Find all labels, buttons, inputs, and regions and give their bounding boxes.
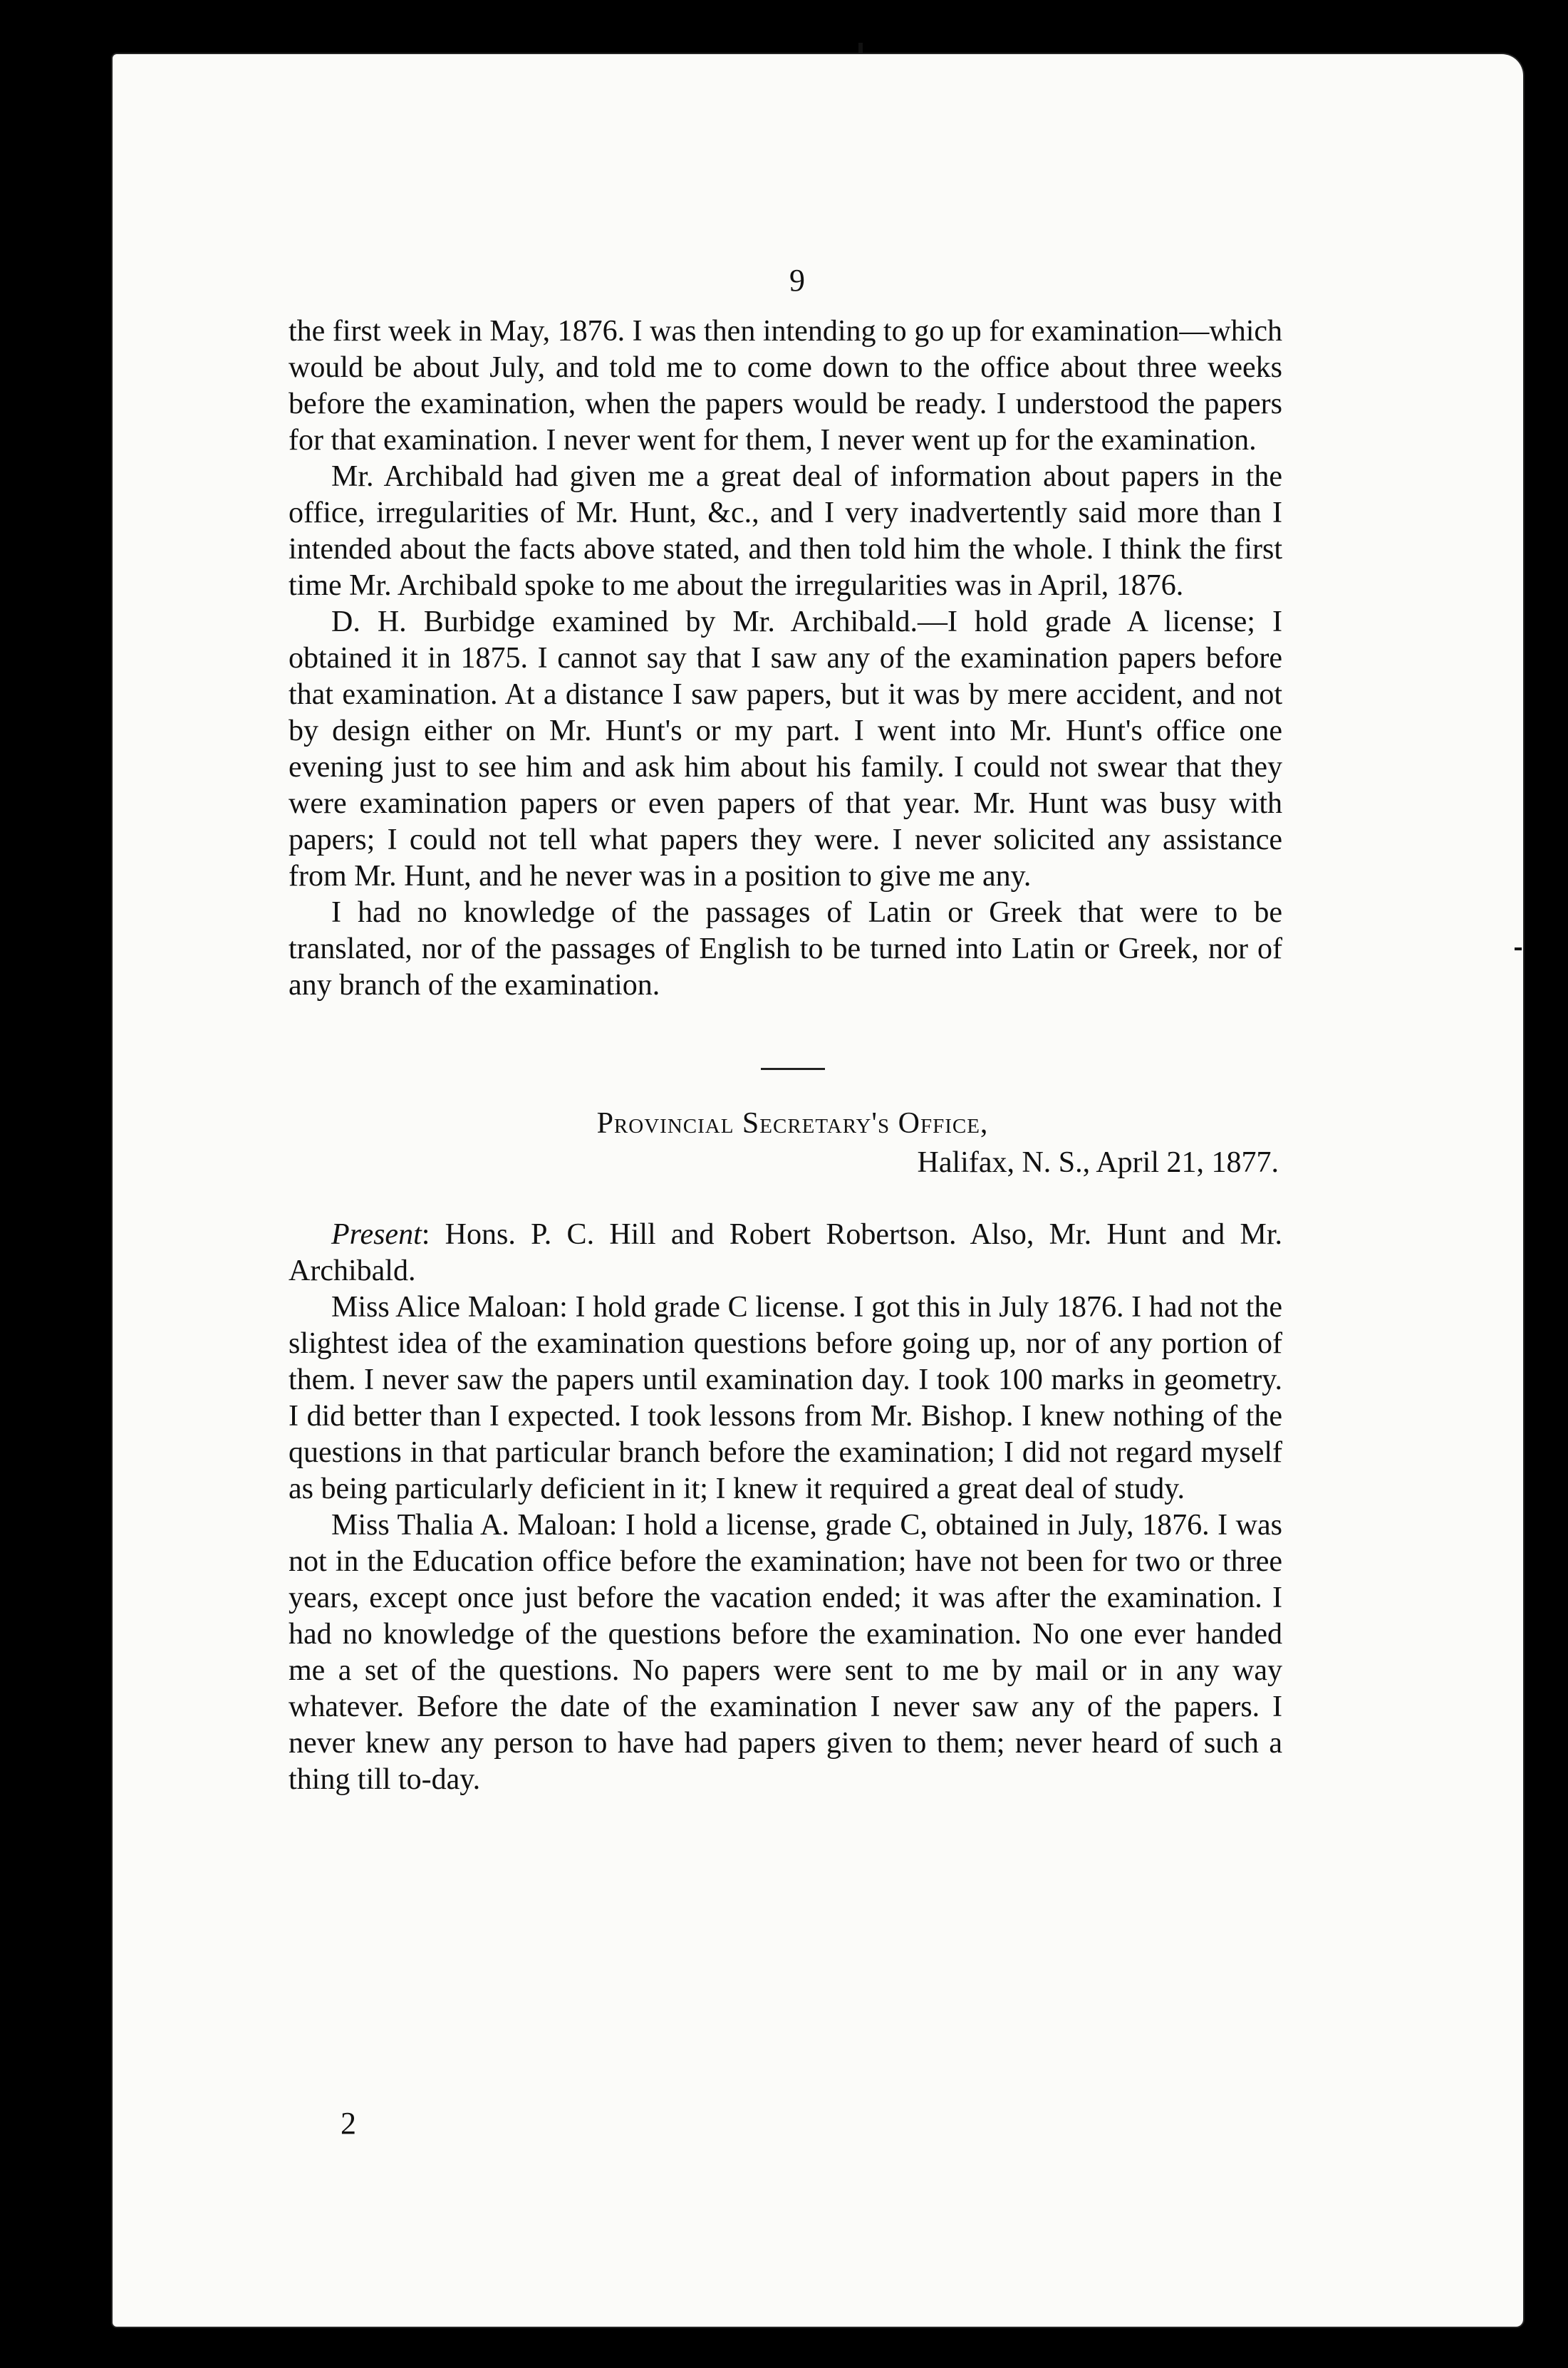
speaker-name: Miss Alice Maloan: [331, 1291, 560, 1324]
page-number: 9: [789, 263, 805, 298]
top-edge-mark: [858, 43, 863, 53]
office-heading: Provincial Secretary's Office,: [596, 1107, 989, 1140]
testimony-text: : I hold grade C license. I got this in July 1876. I had not the slightest idea of the examination questions before going up, nor of any portion of them. I never saw the papers until examination day. I took 100 marks in geometry. I did better than I expected. I took lessons from Mr. Bishop. I knew nothing of the questions in that particular branch before the examination; I did not regard myself as being particularly deficient in it; I knew it required a great deal of study.: [289, 1291, 1282, 1505]
testimony-alice: [289, 1289, 1282, 1507]
page-body: [289, 203, 1282, 1798]
testimony-text: : I hold a license, grade C, obtained in July, 1876. I was not in the Education office before the examination; have not been for two or three years, except once just before the vacation ended; it was after the examination. I had no knowledge of the questions before the examination. No one ever handed me a set of the questions. No papers were sent to me by mail or in any way whatever. Before the date of the examination I never saw any of the papers. I never knew any person to have had papers given to them; never heard of such a thing till to-day.: [289, 1509, 1282, 1796]
right-edge-mark: [1515, 947, 1522, 950]
present-text: : Hons. P. C. Hill and Robert Robertson. Also, Mr. Hunt and Mr. Archibald.: [289, 1218, 1282, 1287]
speaker-name: Miss Thalia A. Maloan: [331, 1509, 609, 1542]
paragraph-present: [289, 1217, 1282, 1289]
paragraph-burbidge: D. H. Burbidge examined by Mr. Archibald.—I hold grade A license; I obtained it in 1875. I cannot say that I saw any of the examination papers before that examination. At a distance I saw papers, but it was by mere accident, and not by design either on Mr. Hunt's or my part. I went into Mr. Hunt's office one evening just to see him and ask him about his family. I could not swear that they were examination papers or even papers of that year. Mr. Hunt was busy with papers; I could not tell what papers they were. I never solicited any assistance from Mr. Hunt, and he never was in a position to give me any.: [289, 606, 1282, 893]
paragraph-knowledge: I had no knowledge of the passages of Latin or Greek that were to be translated, nor of the passages of English to be turned into Latin or Greek, nor of any branch of the examination.: [289, 896, 1282, 1002]
signature-mark: 2: [341, 2106, 356, 2141]
paragraph-continuation: the first week in May, 1876. I was then intending to go up for examination—which would be about July, and told me to come down to the office about three weeks before the examination, when the papers would be ready. I understood the papers for that examination. I never went for them, I never went up for the examination.: [289, 315, 1282, 457]
section-divider: [761, 1068, 825, 1070]
present-label: Present: [331, 1218, 422, 1251]
paragraph-archibald: Mr. Archibald had given me a great deal of information about papers in the office, irregularities of Mr. Hunt, &c., and I very inadvertently said more than I intended about the facts above stated, and then told him the whole. I think the first time Mr. Archibald spoke to me about the irregularities was in April, 1876.: [289, 460, 1282, 602]
place-date-heading: Halifax, N. S., April 21, 1877.: [917, 1146, 1279, 1179]
testimony-thalia: [289, 1507, 1282, 1798]
